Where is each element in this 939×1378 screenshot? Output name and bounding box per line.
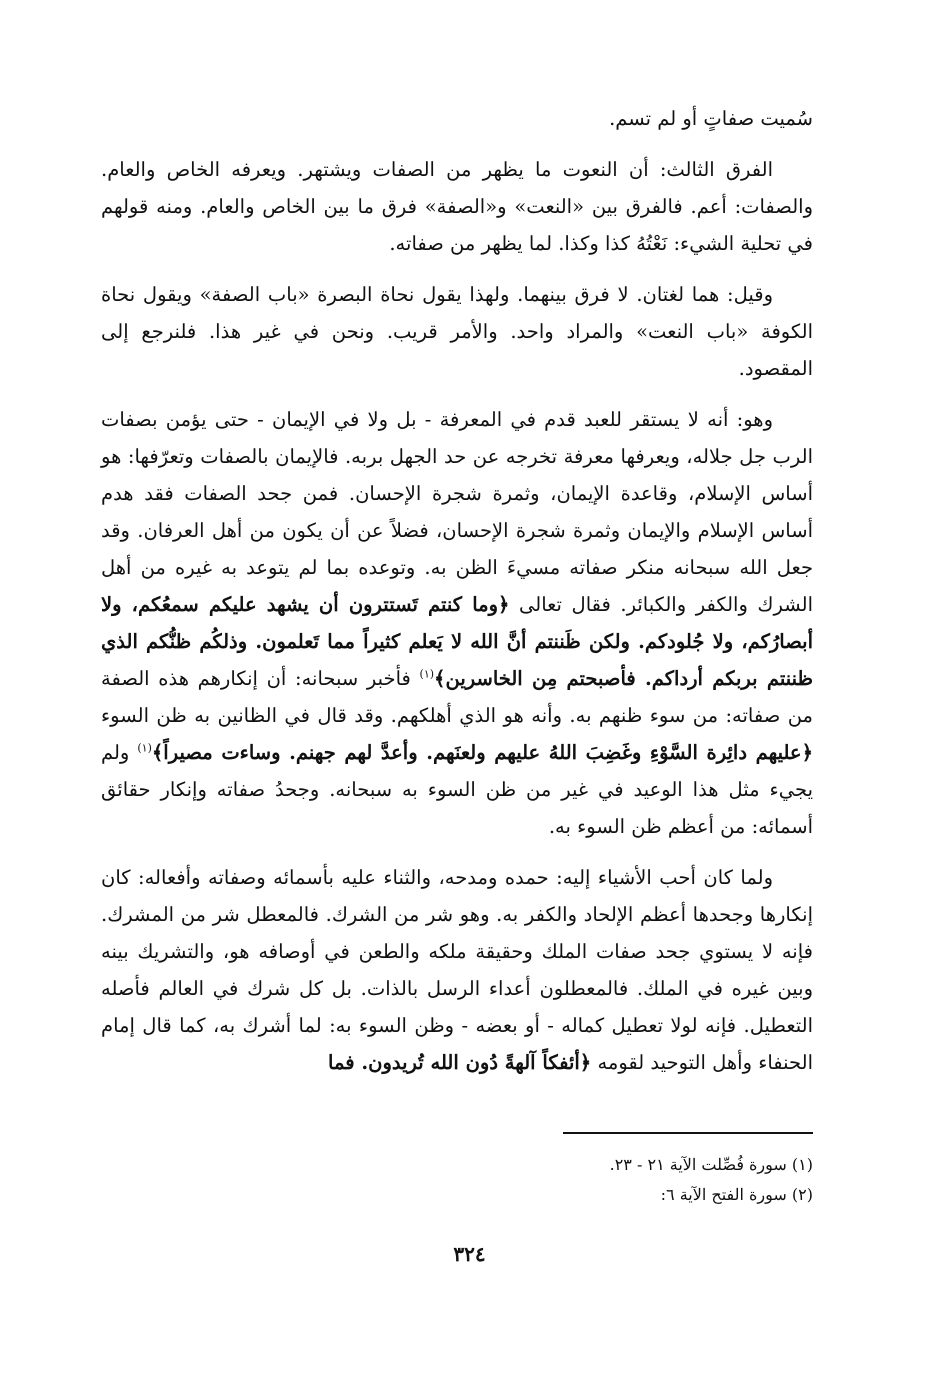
quran-verse: ﴿وما كنتم تَستترون أن يشهد عليكم سمعُكم، ولا أبصارُكم، ولا جُلودكم. ولكن ظَننتم أنَّ الله لا يَعلم كثيراً مما تَعلمون. وذلكُم ظنُّكم الذي ظننتم بربكم أرداكم. فأصبحتم مِن الخاسرين﴾	[101, 593, 814, 690]
footnotes	[213, 1150, 813, 1210]
footnote-ref: (١)	[419, 667, 435, 681]
page-number: ٣٢٤	[453, 1242, 486, 1266]
footnote-item: (٢) سورة الفتح الآية ٦:	[660, 1185, 813, 1204]
paragraph-two-languages: وقيل: هما لغتان. لا فرق بينهما. ولهذا يقول نحاة البصرة «باب الصفة» ويقول نحاة الكوفة «باب النعت» والمراد واحد. والأمر قريب. ونحن في غير هذا. فلنرجع إلى المقصود.	[101, 283, 813, 380]
footnote-item: (١) سورة فُصِّلت الآية ٢١ - ٢٣.	[609, 1155, 813, 1174]
paragraph-text: ولم يجيء مثل هذا الوعيد في غير من ظن السوء به سبحانه. وجحدُ صفاته وإنكار حقائق أسمائه: من أعظم ظن السوء به.	[101, 741, 813, 838]
paragraph-third-difference: الفرق الثالث: أن النعوت ما يظهر من الصفات ويشتهر. ويعرفه الخاص والعام. والصفات: أعم. فالفرق بين «النعت» و«الصفة» فرق ما بين الخاص والعام. ومنه قولهم في تحلية الشيء: نَعْتُهُ كذا وكذا. لما يظهر من صفاته.	[101, 158, 813, 255]
body-text	[101, 100, 813, 1081]
footnote-ref: (١)	[137, 741, 152, 755]
paragraph-continuation: سُميت صفاتٍ أو لم تسم.	[609, 107, 813, 130]
quran-verse: ﴿عليهم دائِرة السَّوْءِ وغَضِبَ اللهُ عليهم ولعنَهم. وأعدَّ لهم جهنم. وساءت مصيراً﴾	[151, 741, 813, 764]
paragraph-text: وهو: أنه لا يستقر للعبد قدم في المعرفة - بل ولا في الإيمان - حتى يؤمن بصفات الرب جل جلاله، ويعرفها معرفة تخرجه عن حد الجهل بربه. فالإيمان بالصفات وتعرّفها: هو أساس الإسلام، وقاعدة الإيمان، وثمرة شجرة الإحسان. فمن جحد الصفات فقد هدم أساس الإسلام والإيمان وثمرة شجرة الإحسان، فضلاً عن أن يكون من أهل العرفان. وقد جعل الله سبحانه منكر صفاته مسيءَ الظن به. وتوعده بما لم يتوعد به غيره من أهل الشرك والكفر والكبائر. فقال تعالى	[101, 408, 813, 616]
paragraph-praise	[101, 859, 813, 1081]
paragraph-text: فأخبر سبحانه: أن إنكارهم هذه الصفة من صفاته: من سوء ظنهم به. وأنه هو الذي أهلكهم. وقد قال في الظانين به ظن السوء	[101, 667, 813, 727]
paragraph-attributes-faith	[101, 401, 813, 845]
footnote-divider	[563, 1132, 813, 1134]
paragraph-text: ولما كان أحب الأشياء إليه: حمده ومدحه، والثناء عليه بأسمائه وصفاته وأفعاله: كان إنكارها وجحدها أعظم الإلحاد والكفر به. وهو شر من الشرك. فالمعطل شر من المشرك. فإنه لا يستوي جحد صفات الملك وحقيقة ملكه والطعن في أوصافه هو، والتشريك بينه وبين غيره في الملك. فالمعطلون أعداء الرسل بالذات. بل كل شرك في العالم فأصله التعطيل. فإنه لولا تعطيل كماله - أو بعضه - وظن السوء به: لما أشرك به، كما قال إمام الحنفاء وأهل التوحيد لقومه	[101, 866, 813, 1074]
quran-verse: ﴿أئفكاً آلهةً دُون الله تُريدون. فما	[328, 1051, 592, 1074]
